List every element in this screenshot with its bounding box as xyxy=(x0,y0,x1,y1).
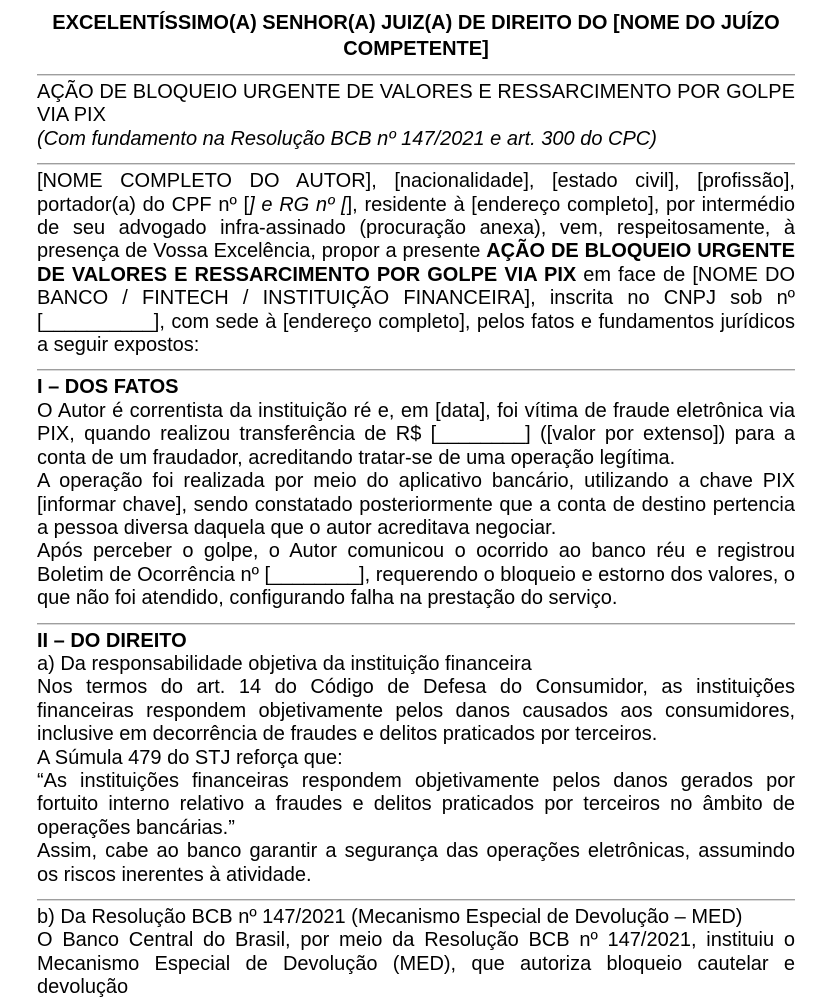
paragraph: O Autor é correntista da instituição ré e, em [data], foi vítima de fraude eletrônica via PIX, quando realizou transferência de R$ [________] ([valor por extenso]) para a conta de um fraudador, acreditando tratar-se de uma operação legítima. xyxy=(37,399,795,469)
paragraph: A Súmula 479 do STJ reforça que: xyxy=(37,746,343,769)
horizontal-rule xyxy=(37,899,795,901)
text-segment: [NOME COMPLETO DO AUTOR], [nacionalidade], [estado civil], [profissão], portador(a) do CPF nº [ xyxy=(37,170,795,216)
document-title: EXCELENTÍSSIMO(A) SENHOR(A) JUIZ(A) DE DIREITO DO [NOME DO JUÍZO COMPETENTE] xyxy=(52,12,780,60)
paragraph: Assim, cabe ao banco garantir a segurança das operações eletrônicas, assumindo os riscos inerentes à atividade. xyxy=(37,840,795,886)
text-segment: AÇÃO DE BLOQUEIO URGENTE DE VALORES E RESSARCIMENTO POR GOLPE VIA PIX xyxy=(37,240,795,286)
horizontal-rule xyxy=(37,369,795,371)
legal-basis-line: (Com fundamento na Resolução BCB nº 147/2021 e art. 300 do CPC) xyxy=(37,127,657,150)
preamble-paragraph xyxy=(37,170,795,357)
text-segment: em face de [NOME DO BANCO / FINTECH / INSTITUIÇÃO FINANCEIRA], inscrita no CNPJ sob nº [__________], com sede à [endereço completo], pelos fatos e fundamentos jurídicos a seguir expostos: xyxy=(37,263,795,357)
horizontal-rule xyxy=(37,74,795,76)
text-segment: ] e RG nº [ xyxy=(249,193,347,216)
subject-block xyxy=(37,81,795,151)
section-heading-dos-fatos: I – DOS FATOS xyxy=(37,376,179,399)
action-heading: AÇÃO DE BLOQUEIO URGENTE DE VALORES E RESSARCIMENTO POR GOLPE VIA PIX xyxy=(37,81,795,127)
quote-paragraph: “As instituições financeiras respondem objetivamente pelos danos gerados por fortuito interno relativo a fraudes e delitos praticados por terceiros no âmbito de operações bancárias.” xyxy=(37,769,795,839)
section-do-direito xyxy=(37,630,795,887)
horizontal-rule xyxy=(37,163,795,165)
subsection-label: a) Da responsabilidade objetiva da instituição financeira xyxy=(37,652,532,675)
paragraph: Após perceber o golpe, o Autor comunicou o ocorrido ao banco réu e registrou Boletim de Ocorrência nº [________], requerendo o bloqueio e estorno dos valores, o que não foi atendido, configurando falha na prestação do serviço. xyxy=(37,540,795,610)
section-heading-do-direito: II – DO DIREITO xyxy=(37,629,187,652)
paragraph: Nos termos do art. 14 do Código de Defesa do Consumidor, as instituições financeiras respondem objetivamente pelos danos causados aos consumidores, inclusive em decorrência de fraudes e delitos praticados por terceiros. xyxy=(37,676,795,746)
subsection-label: b) Da Resolução BCB nº 147/2021 (Mecanismo Especial de Devolução – MED) xyxy=(37,906,743,928)
section-resolucao-bcb xyxy=(37,906,795,1000)
paragraph: A operação foi realizada por meio do aplicativo bancário, utilizando a chave PIX [informar chave], sendo constatado posteriormente que a conta de destino pertencia a pessoa diversa daquela que o autor acreditava negociar. xyxy=(37,470,795,539)
horizontal-rule xyxy=(37,623,795,625)
paragraph: O Banco Central do Brasil, por meio da Resolução BCB nº 147/2021, instituiu o Mecanismo Especial de Devolução (MED), que autoriza bloqueio cautelar e devolução xyxy=(37,929,795,999)
text-segment: ], residente à [endereço completo], por intermédio de seu advogado infra-assinado (procuração anexa), vem, respeitosamente, à presença de Vossa Excelência, propor a presente xyxy=(37,193,795,263)
section-dos-fatos xyxy=(37,376,795,610)
